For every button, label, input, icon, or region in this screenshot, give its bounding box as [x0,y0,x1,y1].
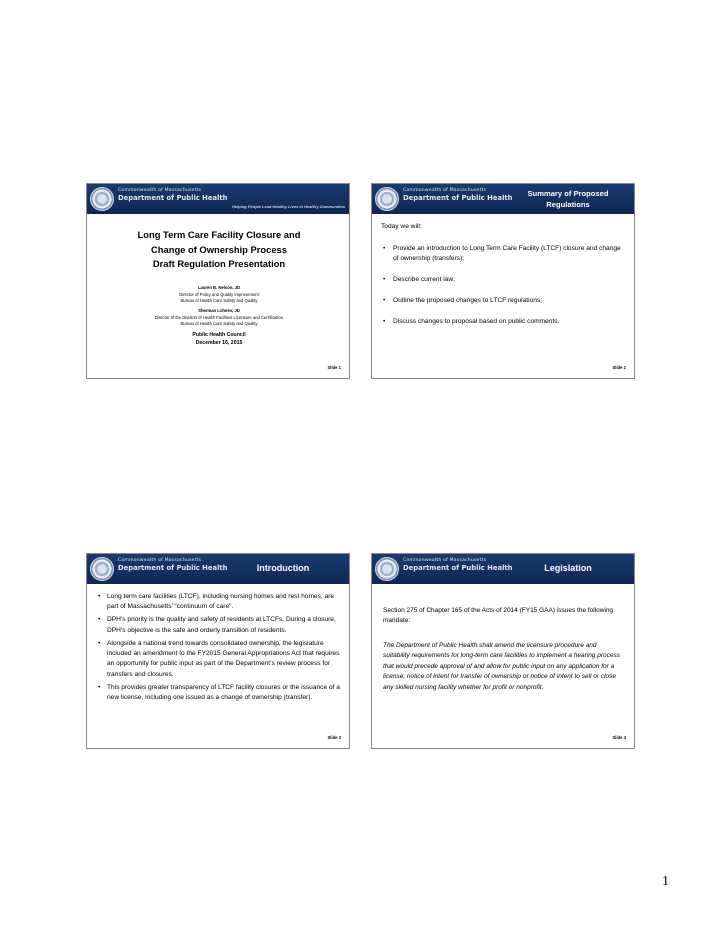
slide-number: Slide 4 [612,735,626,740]
slide-title: Summary of Proposed Regulations [527,189,609,209]
slide-title: Long Term Care Facility Closure and Change of Ownership Process Draft Regulation Presentation [137,229,301,270]
bullet-list [380,244,624,337]
presenter-1: Lauren B. Nelson, JD Director of Policy and Quality Improvement Bureau of Health Care Safety and Quality [179,285,259,304]
state-seal-icon [90,557,114,581]
department-logo: Commonwealth of Massachusetts Department of Public Health [403,558,513,572]
tagline: Helping People Lead Healthy Lives In Healthy Communities [232,204,345,209]
slide-number: Slide 3 [327,735,341,740]
department-logo: Commonwealth of Massachusetts Department of Public Health [118,558,228,572]
intro-text: Today we will: [381,223,422,230]
slide-4 [371,553,635,749]
slide-number: Slide 1 [327,365,341,370]
council-info: Public Health Council December 16, 2015 [192,332,246,347]
lead-text: Section 275 of Chapter 165 of the Acts of 2014 (FY15 GAA) issues the following mandate: [383,607,614,624]
list-item: • This provides greater transparency of LTCF facility closures or the issuance of a new license, including one issued as a change of ownership (transfer). [96,683,342,703]
list-item: • Alongside a national trend towards consolidated ownership, the legislature included an amendment to the FY2015 General Appropriations Act that requires an opportunity for public input as part of the Department’s review process for transfers and closures. [96,639,342,680]
slide-title: Introduction [256,563,310,574]
list-item: • Provide an introduction to Long Term Care Facility (LTCF) closure and change of ownership (transfers); [380,244,624,264]
list-item: • DPH’s priority is the quality and safety of residents at LTCFs. During a closure, DPH’s objective is the safe and orderly transition of residents. [96,615,342,635]
slide-banner [87,184,349,214]
slide-title: Legislation [544,563,592,574]
page-number: 1 [662,874,669,889]
state-seal-icon [375,557,399,581]
department-logo: Commonwealth of Massachusetts Department of Public Health [403,188,513,202]
mandate-quote: The Department of Public Health shall amend the licensure procedure and suitability requirements for long-term care facilities to implement a hearing process that would precede approval of and allow for public input on any application for a license, notice of intent for transfer of ownership or notice of intent to sell or close any skilled nursing facility whether for profit or nonprofit. [383,642,620,691]
list-item: • Outline the proposed changes to LTCF regulations; [380,296,624,306]
presenter-2: Sherman Lohnes, JD Director of the Division of Health Facilities Licensure and Certification Bureau of Health Care Safety and Quality [154,308,284,327]
slide-number: Slide 2 [612,365,626,370]
slide-2 [371,183,635,379]
slide-banner [372,554,634,584]
slide-3 [86,553,350,749]
list-item: • Describe current law; [380,275,624,285]
list-item: • Long term care facilities (LTCF), including nursing homes and rest homes, are part of Massachusetts’ “continuum of care”. [96,592,342,612]
state-seal-icon [90,187,114,211]
bullet-list [96,592,342,706]
department-logo: Commonwealth of Massachusetts Department of Public Health [118,188,228,202]
list-item: • Discuss changes to proposal based on public comments. [380,317,624,327]
state-seal-icon [375,187,399,211]
slide-banner [372,184,634,214]
slide-1 [86,183,350,379]
slide-banner [87,554,349,584]
